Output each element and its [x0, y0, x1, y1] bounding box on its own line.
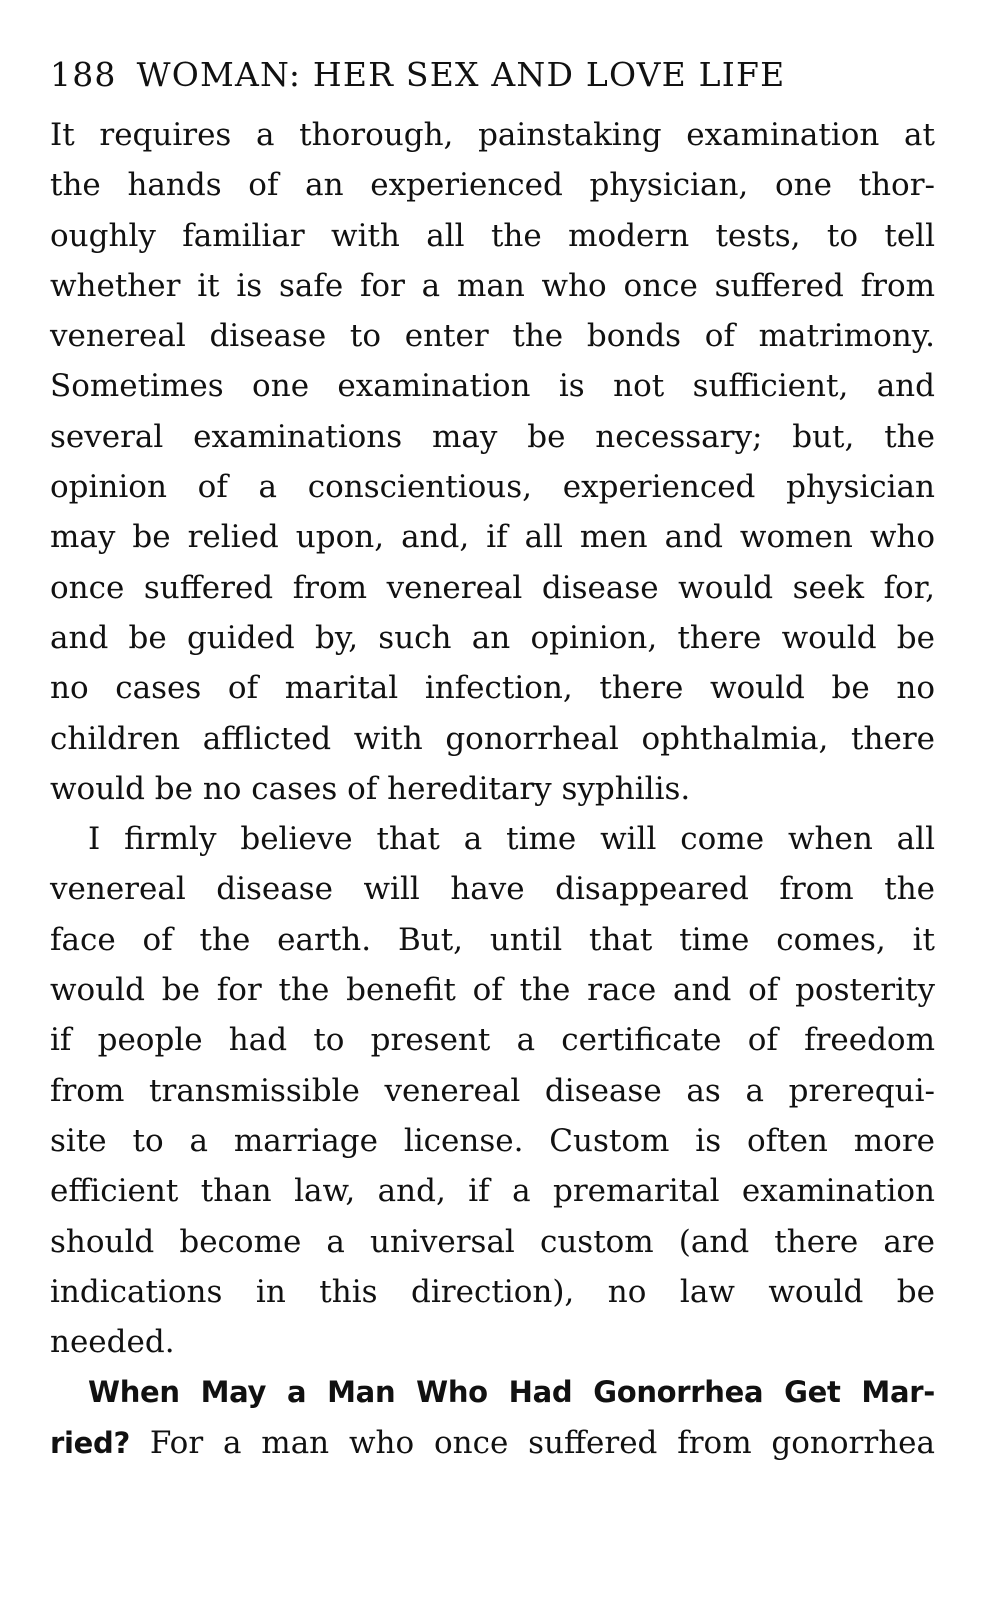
text-line: and be guided by, such an opinion, there would be	[50, 619, 935, 656]
text-line: if people had to present a certificate of freedom	[50, 1022, 935, 1059]
running-title: WOMAN: HER SEX AND LOVE LIFE	[136, 55, 786, 94]
text-line: indications in this direction), no law would be	[50, 1273, 935, 1310]
text-line	[50, 1418, 935, 1468]
text-line: Sometimes one examination is not sufficient, and	[50, 368, 935, 405]
text-line: efficient than law, and, if a premarital examination	[50, 1173, 935, 1210]
text-line: would be no cases of hereditary syphilis.	[50, 770, 691, 807]
text-line: may be relied upon, and, if all men and women who	[50, 519, 935, 556]
text-line: I firmly believe that a time will come when all	[88, 821, 935, 858]
paragraph-1	[50, 110, 935, 814]
section-heading: When May a Man Who Had Gonorrhea Get Mar-	[88, 1375, 935, 1410]
paragraph-3	[50, 1367, 935, 1468]
text-line-rest: For a man who once suffered from gonorrhea	[149, 1424, 935, 1461]
text-line: venereal disease to enter the bonds of matrimony.	[50, 318, 935, 355]
book-page	[50, 50, 935, 1468]
text-line: once suffered from venereal disease would seek for,	[50, 569, 935, 606]
text-line: whether it is safe for a man who once suffered from	[50, 267, 935, 304]
text-line: opinion of a conscientious, experienced physician	[50, 469, 935, 506]
text-line: the hands of an experienced physician, one thor-	[50, 167, 935, 204]
text-line: from transmissible venereal disease as a prerequi-	[50, 1072, 935, 1109]
text-line: several examinations may be necessary; but, the	[50, 418, 935, 455]
text-line: needed.	[50, 1324, 175, 1361]
text-line: site to a marriage license. Custom is often more	[50, 1122, 935, 1159]
text-line: would be for the benefit of the race and of posterity	[50, 972, 935, 1009]
text-line: oughly familiar with all the modern tests, to tell	[50, 217, 935, 254]
page-number: 188	[50, 55, 117, 94]
running-head	[50, 50, 935, 110]
text-line: venereal disease will have disappeared from the	[50, 871, 935, 908]
text-line: It requires a thorough, painstaking examination at	[50, 117, 935, 153]
section-heading-end: ried?	[50, 1425, 130, 1460]
paragraph-2	[50, 814, 935, 1367]
text-line: no cases of marital infection, there would be no	[50, 670, 935, 707]
text-line: face of the earth. But, until that time comes, it	[50, 921, 935, 958]
text-line: should become a universal custom (and there are	[50, 1223, 935, 1260]
text-line: children afflicted with gonorrheal ophthalmia, there	[50, 720, 935, 757]
